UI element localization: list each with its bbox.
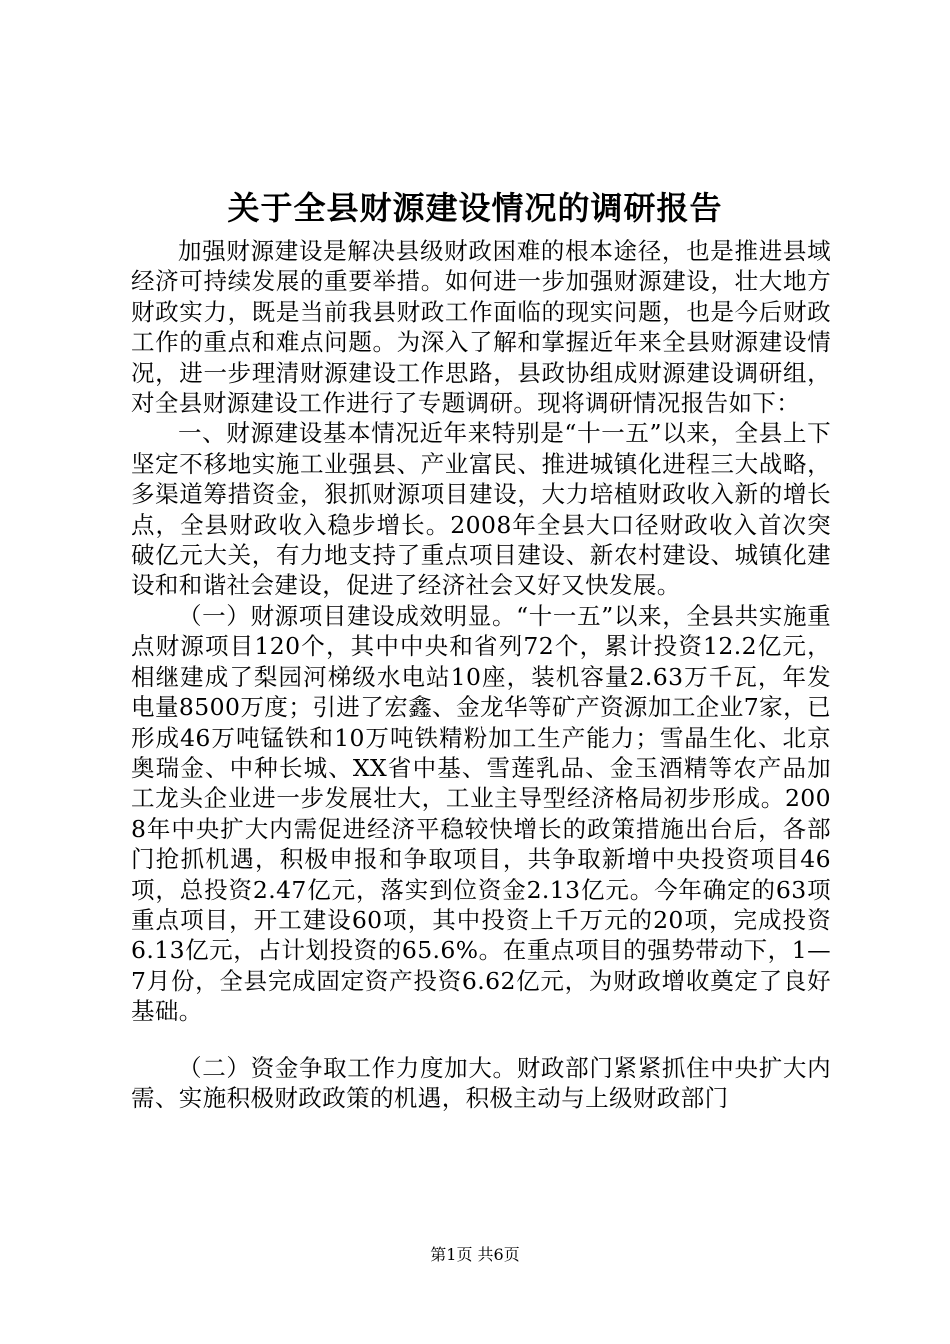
paragraph-section-one: 一、财源建设基本情况近年来特别是“十一五”以来，全县上下坚定不移地实施工业强县、产业富民、推进城镇化进程三大战略，多渠道筹措资金，狠抓财源项目建设，大力培植财政收入新的增长点，全县财政收入稳步增长。2008年全县大口径财政收入首次突破亿元大关，有力地支持了重点项目建设、新农村建设、城镇化建设和和谐社会建设，促进了经济社会又好又快发展。 [131, 419, 831, 600]
paragraph-subsection-one: （一）财源项目建设成效明显。“十一五”以来，全县共实施重点财源项目120个，其中中央和省列72个，累计投资12.2亿元，相继建成了梨园河梯级水电站10座，装机容量2.63万千瓦，年发电量8500万度；引进了宏鑫、金龙华等矿产资源加工企业7家，已形成46万吨锰铁和10万吨铁精粉加工生产能力；雪晶生化、北京奥瑞金、中种长城、XX省中基、雪莲乳品、金玉酒精等农产品加工龙头企业进一步发展壮大，工业主导型经济格局初步形成。2008年中央扩大内需促进经济平稳较快增长的政策措施出台后，各部门抢抓机遇，积极申报和争取项目，共争取新增中央投资项目46项，总投资2.47亿元，落实到位资金2.13亿元。今年确定的63项重点项目，开工建设60项，其中投资上千万元的20项，完成投资6.13亿元，占计划投资的65.6%。在重点项目的强势带动下，1—7月份，全县完成固定资产投资6.62亿元，为财政增收奠定了良好基础。 [131, 601, 831, 1026]
page-number-footer: 第1页 共6页 [430, 1245, 520, 1264]
document-title: 关于全县财源建设情况的调研报告 [227, 189, 723, 227]
paragraph-subsection-two: （二）资金争取工作力度加大。财政部门紧紧抓住中央扩大内需、实施积极财政政策的机遇，积极主动与上级财政部门 [131, 1053, 831, 1112]
document-body [131, 236, 831, 1113]
paragraph-intro: 加强财源建设是解决县级财政困难的根本途径，也是推进县域经济可持续发展的重要举措。如何进一步加强财源建设，壮大地方财政实力，既是当前我县财政工作面临的现实问题，也是今后财政工作的重点和难点问题。为深入了解和掌握近年来全县财源建设情况，进一步理清财源建设工作思路，县政协组成财源建设调研组，对全县财源建设工作进行了专题调研。现将调研情况报告如下： [131, 237, 831, 418]
